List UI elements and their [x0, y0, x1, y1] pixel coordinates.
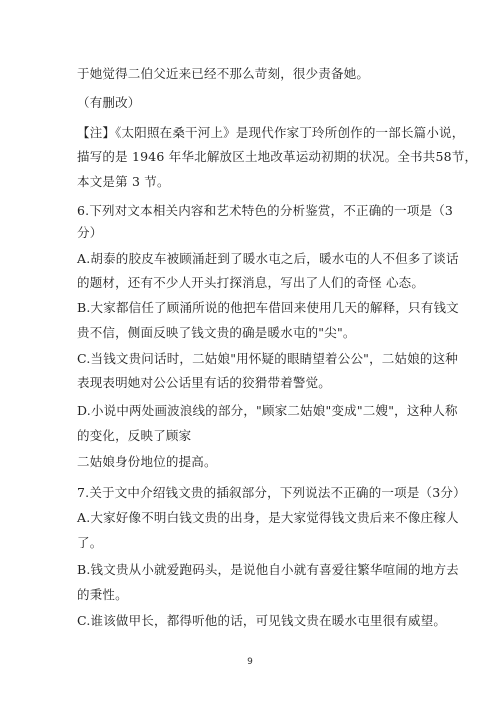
- text-line: 表现表明她对公公话里有话的狡猾带着警觉。: [77, 375, 332, 390]
- text-line: 【注】《太阳照在桑干河上》是现代作家丁玲所创作的一部长篇小说，: [77, 125, 465, 140]
- text-line: 二姑娘身份地位的提高。: [77, 454, 217, 469]
- option-6d: D.小说中两处画波浪线的部分，"顾家二姑娘"变成"二嫂"，这种人称: [77, 403, 458, 418]
- text-line: 描写的是 1946 年华北解放区土地改革运动初期的状况。全书共58节，: [77, 149, 478, 164]
- option-7b: B.钱文贵从小就爱跑码头，是说他自小就有喜爱往繁华喧闹的地方去: [77, 562, 459, 577]
- text-line: 贵不信，侧面反映了钱文贵的确是暖水屯的"尖"。: [77, 325, 356, 340]
- option-6c: C.当钱文贵问话时，二姑娘"用怀疑的眼睛望着公公"，二姑娘的这种: [77, 351, 458, 366]
- question-6-stem: 6.下列对文本相关内容和艺术特色的分析鉴赏，不正确的一项是（3: [77, 203, 454, 218]
- text-line: 的变化，反映了顾家: [77, 428, 192, 443]
- text-line: 本文是第 3 节。: [77, 174, 170, 189]
- text-line: （有删改）: [77, 95, 141, 110]
- text-line: 的秉性。: [77, 587, 128, 602]
- page-number: 9: [247, 657, 253, 667]
- option-6a: A.胡泰的胶皮车被顾涌赶到了暖水屯之后，暖水屯的人不但多了谈话: [77, 251, 459, 266]
- option-6b: B.大家都信任了顾涌所说的他把车借回来使用几天的解释，只有钱文: [77, 300, 459, 315]
- text-line: 于她觉得二伯父近来已经不那么苛刻，很少责备她。: [77, 66, 370, 81]
- text-line: 的题材，还有不少人开头打探消息，写出了人们的奇怪 心态。: [77, 275, 425, 290]
- question-7-stem: 7.关于文中介绍钱文贵的插叙部分，下列说法不正确的一项是（3分）: [77, 485, 466, 500]
- option-7c: C.谁该做甲长，都得听他的话，可见钱文贵在暖水屯里很有威望。: [77, 613, 447, 628]
- option-7a: A.大家好像不明白钱文贵的出身，是大家觉得钱文贵后来不像庄稼人: [77, 510, 459, 525]
- text-line: 了。: [77, 535, 103, 550]
- text-line: 分）: [77, 225, 103, 240]
